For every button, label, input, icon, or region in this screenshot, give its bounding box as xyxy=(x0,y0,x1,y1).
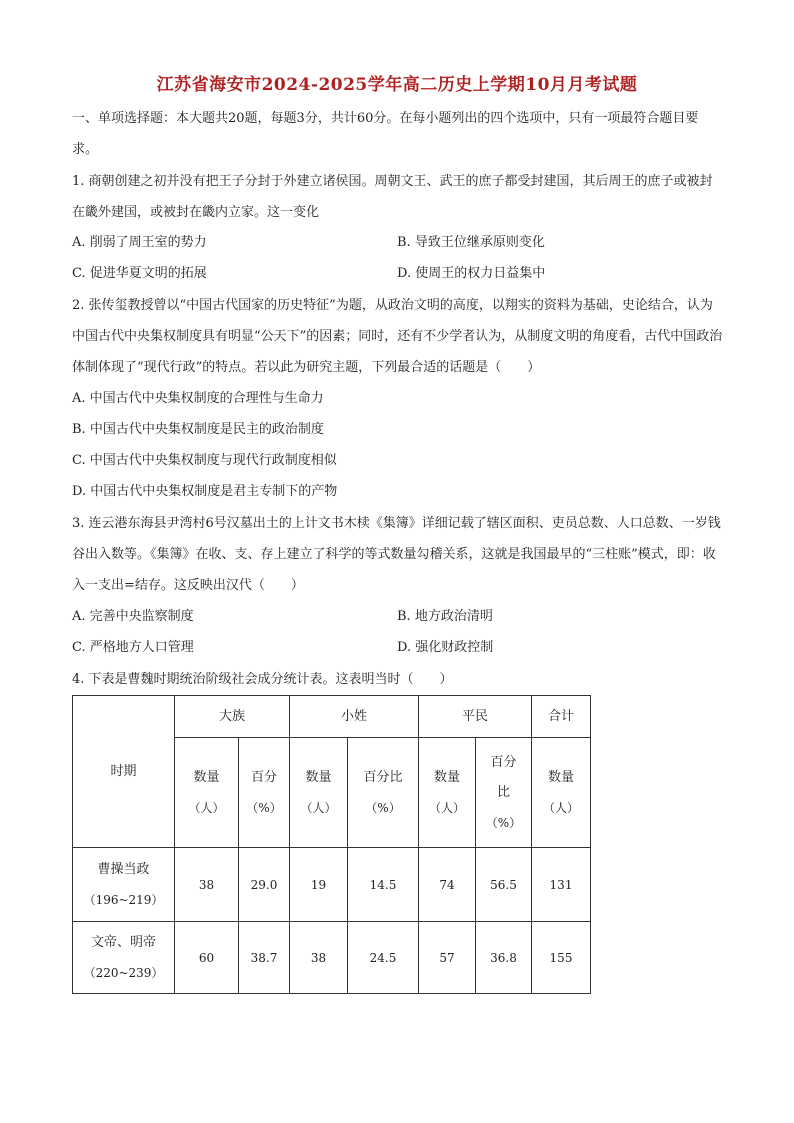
question-1-option-a: A. 削弱了周王室的势力 xyxy=(72,235,207,250)
header-group-dazu: 大族 xyxy=(175,696,290,738)
question-3-stem: 3. 连云港东海县尹湾村6号汉墓出土的上计文书木椟《集簿》详细记载了辖区面积、吏员总数、人口总数、一岁钱谷出入数等。《集簿》在收、支、存上建立了科学的等式数量勾稽关系，这就是我国最早的“三柱账”模式，即：收入一支出=结存。这反映出汉代（ ） xyxy=(72,516,721,593)
question-1-option-d: D. 使周王的权力日益集中 xyxy=(397,266,546,281)
subheader-cell: 百分 比 （%） xyxy=(476,738,532,848)
table-cell: 29.0 xyxy=(239,848,290,922)
section-instructions: 一、单项选择题：本大题共20题，每题3分，共计60分。在每小题列出的四个选项中，只有一项最符合题目要求。 xyxy=(72,111,699,157)
question-1-stem: 1. 商朝创建之初并没有把王子分封于外建立诸侯国。周朝文王、武王的庶子都受封建国，其后周王的庶子或被封在畿外建国，或被封在畿内立家。这一变化 xyxy=(72,174,713,220)
question-2-option-c: C. 中国古代中央集权制度与现代行政制度相似 xyxy=(72,453,337,468)
question-2-option-d: D. 中国古代中央集权制度是君主专制下的产物 xyxy=(72,484,338,499)
table-header-row xyxy=(73,696,591,738)
subheader-cell: 百分比 （%） xyxy=(348,738,419,848)
table-cell: 57 xyxy=(419,922,476,994)
row-period: 曹操当政 （196~219） xyxy=(73,848,175,922)
header-group-total: 合计 xyxy=(532,696,591,738)
table-row xyxy=(73,848,591,922)
question-1-option-b: B. 导致王位继承原则变化 xyxy=(397,235,545,250)
table-cell: 36.8 xyxy=(476,922,532,994)
table-cell: 38 xyxy=(175,848,239,922)
header-group-xiaoxing: 小姓 xyxy=(290,696,419,738)
table-cell: 14.5 xyxy=(348,848,419,922)
header-group-pingmin: 平民 xyxy=(419,696,532,738)
subheader-cell: 百分 （%） xyxy=(239,738,290,848)
question-2-option-b: B. 中国古代中央集权制度是民主的政治制度 xyxy=(72,422,324,437)
statistics-table xyxy=(72,695,591,994)
table-cell: 74 xyxy=(419,848,476,922)
question-3-option-b: B. 地方政治清明 xyxy=(397,609,493,624)
table-cell: 131 xyxy=(532,848,591,922)
question-3-option-d: D. 强化财政控制 xyxy=(397,640,494,655)
subheader-cell: 数量 （人） xyxy=(175,738,239,848)
subheader-cell: 数量 （人） xyxy=(532,738,591,848)
table-cell: 56.5 xyxy=(476,848,532,922)
table-cell: 38 xyxy=(290,922,348,994)
table-cell: 60 xyxy=(175,922,239,994)
page-title: 江苏省海安市2024-2025学年高二历史上学期10月月考试题 xyxy=(156,75,638,95)
header-period: 时期 xyxy=(73,696,175,848)
table-row xyxy=(73,922,591,994)
question-2-option-a: A. 中国古代中央集权制度的合理性与生命力 xyxy=(72,391,324,406)
subheader-cell: 数量 （人） xyxy=(290,738,348,848)
table-cell: 24.5 xyxy=(348,922,419,994)
table-cell: 155 xyxy=(532,922,591,994)
question-1-option-c: C. 促进华夏文明的拓展 xyxy=(72,266,207,281)
table-cell: 38.7 xyxy=(239,922,290,994)
question-4-stem: 4. 下表是曹魏时期统治阶级社会成分统计表。这表明当时（ ） xyxy=(72,672,453,687)
question-3-option-c: C. 严格地方人口管理 xyxy=(72,640,194,655)
table-cell: 19 xyxy=(290,848,348,922)
question-3-option-a: A. 完善中央监察制度 xyxy=(72,609,194,624)
subheader-cell: 数量 （人） xyxy=(419,738,476,848)
question-2-stem: 2. 张传玺教授曾以“中国古代国家的历史特征”为题，从政治文明的高度，以翔实的资料为基础，史论结合，认为中国古代中央集权制度具有明显“公天下”的因素；同时，还有不少学者认为，从制度文明的角度看，古代中国政治体制体现了“现代行政”的特点。若以此为研究主题，下列最合适的话题是（ ） xyxy=(72,298,723,375)
row-period: 文帝、明帝 （220~239） xyxy=(73,922,175,994)
